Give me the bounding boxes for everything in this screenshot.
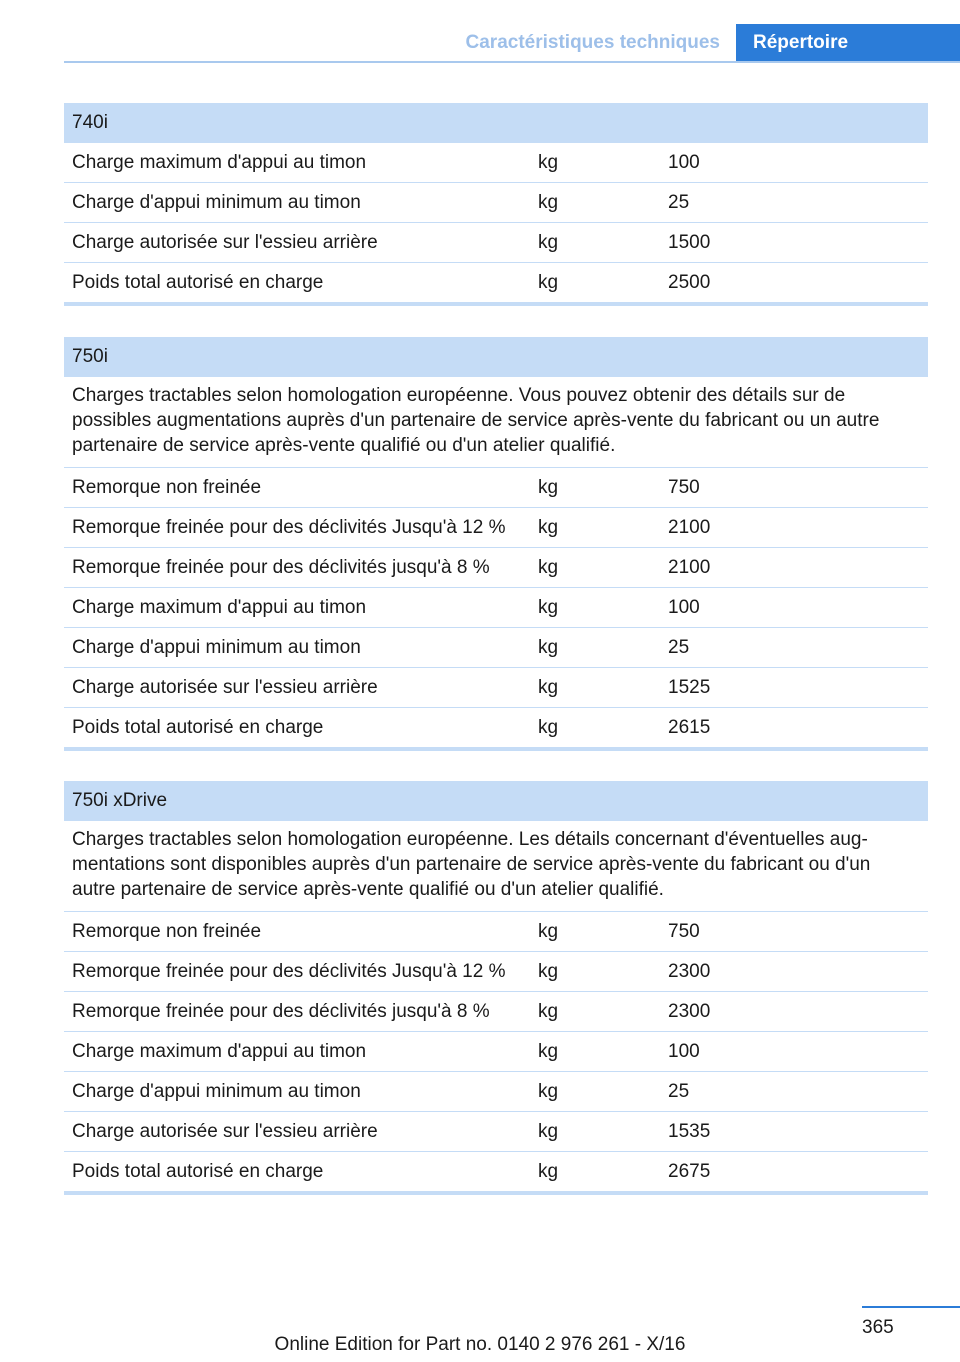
row-label: Charge d'appui minimum au timon — [72, 1080, 361, 1102]
tab-technical-specs[interactable]: Caractéristiques techniques — [465, 32, 720, 53]
table-row — [64, 508, 928, 548]
table-row — [64, 468, 928, 508]
row-label: Charge d'appui minimum au timon — [72, 636, 361, 658]
table-row — [64, 1112, 928, 1152]
row-value: 2100 — [668, 516, 711, 538]
row-value: 2300 — [668, 1000, 711, 1022]
table-title: 740i — [64, 103, 928, 143]
footer-edition: Online Edition for Part no. 0140 2 976 261 - X/16 — [274, 1334, 686, 1355]
row-label: Remorque freinée pour des déclivités jusqu'à 8 % — [72, 556, 490, 578]
row-value: 100 — [668, 1040, 700, 1062]
row-unit: kg — [538, 556, 559, 578]
row-value: 750 — [668, 920, 700, 942]
row-unit: kg — [538, 476, 559, 498]
header-tabs — [466, 24, 960, 62]
table-row — [64, 668, 928, 708]
row-unit: kg — [538, 1040, 559, 1062]
row-label: Remorque freinée pour des déclivités Jusqu'à 12 % — [72, 516, 506, 538]
row-label: Charge maximum d'appui au timon — [72, 1040, 367, 1062]
table-bottom-rule — [64, 747, 928, 751]
tab-index[interactable]: Répertoire — [736, 24, 960, 62]
row-value: 1525 — [668, 676, 711, 698]
row-value: 2675 — [668, 1160, 711, 1182]
row-unit: kg — [538, 1000, 559, 1022]
row-label: Remorque non freinée — [72, 476, 262, 498]
spec-table-740i — [64, 103, 928, 306]
table-row — [64, 183, 928, 223]
row-value: 2500 — [668, 271, 711, 293]
row-unit: kg — [538, 151, 559, 173]
table-bottom-rule — [64, 302, 928, 306]
row-value: 25 — [668, 191, 690, 213]
row-unit: kg — [538, 191, 559, 213]
table-row — [64, 588, 928, 628]
row-value: 2100 — [668, 556, 711, 578]
table-row — [64, 628, 928, 668]
row-value: 100 — [668, 151, 700, 173]
row-unit: kg — [538, 960, 559, 982]
row-value: 1500 — [668, 231, 711, 253]
row-label: Remorque non freinée — [72, 920, 262, 942]
row-unit: kg — [538, 636, 559, 658]
row-unit: kg — [538, 676, 559, 698]
row-value: 100 — [668, 596, 700, 618]
table-row — [64, 1032, 928, 1072]
row-value: 1535 — [668, 1120, 711, 1142]
table-row — [64, 223, 928, 263]
row-unit: kg — [538, 596, 559, 618]
row-unit: kg — [538, 271, 559, 293]
spec-table-750i-xdrive — [64, 781, 928, 1195]
table-description: Charges tractables selon homologation européenne. Les détails concernant d'éventuelles aug‐mentations sont disponibles auprès d'un partenaire de service après-vente du fabricant ou d'un autre partenaire de service après-vente qualifié ou d'un atelier qualifié. — [64, 821, 928, 912]
table-title: 750i — [64, 337, 928, 377]
header-rule — [64, 61, 960, 63]
table-title: 750i xDrive — [64, 781, 928, 821]
row-label: Charge autorisée sur l'essieu arrière — [72, 676, 378, 698]
row-label: Charge autorisée sur l'essieu arrière — [72, 231, 378, 253]
row-value: 25 — [668, 636, 690, 658]
table-row — [64, 143, 928, 183]
row-label: Poids total autorisé en charge — [72, 1160, 324, 1182]
row-label: Poids total autorisé en charge — [72, 716, 324, 738]
spec-table-750i — [64, 337, 928, 751]
row-unit: kg — [538, 1080, 559, 1102]
row-unit: kg — [538, 1160, 559, 1182]
row-value: 25 — [668, 1080, 690, 1102]
table-row — [64, 952, 928, 992]
row-label: Charge maximum d'appui au timon — [72, 596, 367, 618]
row-unit: kg — [538, 716, 559, 738]
table-bottom-rule — [64, 1191, 928, 1195]
table-description: Charges tractables selon homologation européenne. Vous pouvez obtenir des détails sur de possibles augmentations auprès d'un partenaire de service après-vente du fabricant ou un autre partenaire de service après-vente qualifié ou d'un atelier qualifié. — [64, 377, 928, 468]
table-row — [64, 708, 928, 747]
row-unit: kg — [538, 920, 559, 942]
row-label: Poids total autorisé en charge — [72, 271, 324, 293]
row-value: 2300 — [668, 960, 711, 982]
table-row — [64, 1152, 928, 1191]
row-label: Charge maximum d'appui au timon — [72, 151, 367, 173]
table-row — [64, 263, 928, 302]
row-label: Charge d'appui minimum au timon — [72, 191, 361, 213]
row-label: Remorque freinée pour des déclivités jusqu'à 8 % — [72, 1000, 490, 1022]
row-unit: kg — [538, 516, 559, 538]
table-row — [64, 992, 928, 1032]
row-unit: kg — [538, 1120, 559, 1142]
row-label: Charge autorisée sur l'essieu arrière — [72, 1120, 378, 1142]
table-row — [64, 912, 928, 952]
row-value: 750 — [668, 476, 700, 498]
row-value: 2615 — [668, 716, 711, 738]
row-unit: kg — [538, 231, 559, 253]
row-label: Remorque freinée pour des déclivités Jusqu'à 12 % — [72, 960, 506, 982]
table-row — [64, 1072, 928, 1112]
table-row — [64, 548, 928, 588]
page-number: 365 — [862, 1317, 894, 1338]
page-number-rule — [862, 1306, 960, 1308]
